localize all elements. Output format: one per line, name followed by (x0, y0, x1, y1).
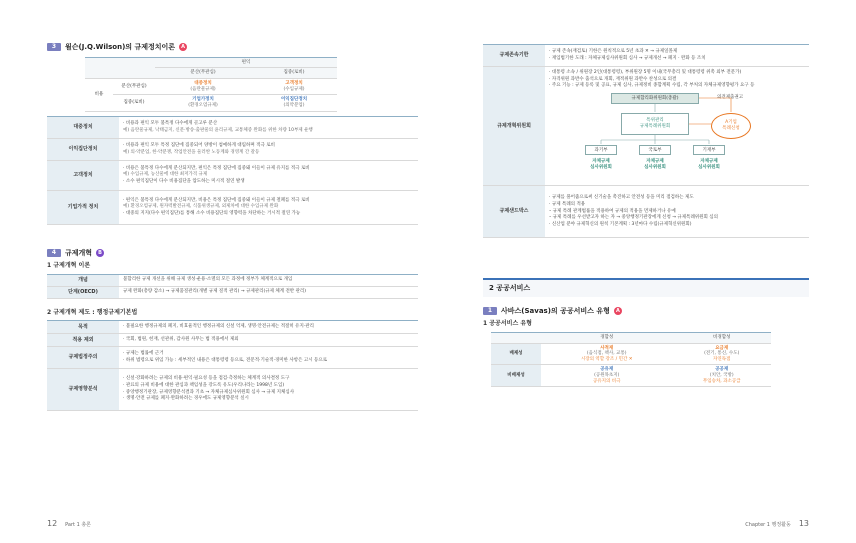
table-row: 규제샌드박스 · 규제를 풀어줌으로써 신기술을 촉진하고 안전성 등을 미리 점검하는 제도 · 규제 특례의 적용 ⁃ 규제 특례 관계법률을 적용하여 규제의 적용을 면제하거나 유예 ⁃ 규제 특례를 우선받고자 하는 자 → 중앙행정기관장에게 신청 → 규제특례위원회 심의 · 신산업 분야 규제혁신의 원칙 기본계획 : 3년마다 수립(규제혁신위원회) (483, 185, 809, 237)
section-1-heading (483, 307, 809, 316)
reform-table (47, 274, 418, 299)
table-row: 배제성 사적재 (음식점, 책사, 교통) 시장의 역할 강조 / 민간 ✕ 요금재 (전기, 통신, 수도) 자연독점 (491, 343, 771, 365)
benefit-col: 분산(무관심) (155, 68, 251, 79)
matrix-cell: 이익집단정치 (의약분업) (251, 95, 337, 111)
table-row: 목적 · 불필요한 행정규제의 폐지, 비효율적인 행정규제의 신설 억제, 생명·안전규제는 적절히 유지·관리 (47, 321, 418, 334)
ministry-box: 과기부 (585, 145, 617, 155)
importance-badge: A (614, 307, 622, 315)
table-row: 대중정치 · 비용과 편익 모두 불특정 다수에게 골고루 분산 예) 음란물규제, 낙태금지, 신문·방송·출판물의 윤리규제, 교통체증 완화를 위한 차량 10부제 운행 (47, 116, 418, 138)
table-row: 규제존속기한 · 규제 존속(재검토) 기한은 원칙적으로 5년 초과 ✕ → 규제일몰제 · 재입법기한 도래 : 자체규제심사위원회 심사 → 규제개선 → 폐지 · 완화 등 조치 (483, 45, 809, 67)
table-row: 규제법정주의 · 규제는 법률에 근거 · 하위 법령으로 위임 가능 : 세부적인 내용은 대통령령 등으로, 전문적·기술적·경미한 사항은 고시 등으로 (47, 346, 418, 368)
sub-committee-label: 자체규제 심사위원회 (698, 158, 720, 170)
top-committee-box: 규제합리화위원회(총괄) (611, 93, 699, 104)
table-row: 이익집단정치 · 비용과 편익 모두 특정 집단에 집중되어 양방이 첨예하게 대립하며 적극 로비 예) 의·약분업, 한·약분쟁, 작업안전을 둘러싼 노동계와 경영계 간 갈등 (47, 138, 418, 160)
section-title: 사바스(Savas)의 공공서비스 유형 (501, 306, 610, 315)
cost-row: 집중(로비) (113, 95, 155, 111)
special-committee-box: 특위관리 규제특례위원회 (621, 113, 689, 135)
table-row: 개념 불합리한 규제 개선을 위해 규제 생성·운용·소멸의 모든 과정에 정부가 체계적으로 개입 (47, 274, 418, 286)
importance-badge: A (179, 43, 187, 51)
system-table (47, 320, 418, 410)
table-row: 단계(OECD) 규제 완화(총량 감소) → 규제품질관리(개별 규제 질적 관리) → 규제관리(규제 체계 전반 관리) (47, 286, 418, 298)
type-heading: 1 공공서비스 유형 (483, 320, 532, 328)
politics-table (47, 116, 418, 225)
ministry-box: 국토부 (639, 145, 671, 155)
cost-header: 비용 (85, 79, 113, 112)
reform-heading: 1 규제개혁 이론 (47, 262, 91, 270)
section-4-heading (47, 249, 418, 258)
sub-committee-label: 자체규제 심사위원회 (590, 158, 612, 170)
table-row: 규제영향분석 · 신설·강화하려는 규제의 비용·편익·필요성 등을 점검·측정하는 체계적 의사결정 도구 · 관료의 규제 비용에 대한 관심과 책임성을 강도록 유도(우리나라는 1998년 도입) · 중앙행정기관장, 규제영향분석결과 기초 → 자체규제심사위원회 심사 → 규제 지체심사 · 생명·안전 규제를 폐지·완화하려는 경우에도 규제영향분석 실시 (47, 368, 418, 410)
ministry-box: 기재부 (693, 145, 725, 155)
part-label: Part 1 총론 (65, 522, 92, 528)
table-row: 고객정치 · 비용은 불특정 다수에게 분산되지만, 편익은 특정 집단에 집중돼 이들이 규제 유지를 적극 로비 예) 수입규제, 농산물에 대한 최저가격 규제 · 소수 편익집단이 다수 비용집단을 압도하는 미시적 절연 발생 (47, 160, 418, 190)
section-title: 규제개혁 (65, 248, 93, 257)
sub-committee-label: 자체규제 심사위원회 (644, 158, 666, 170)
table-row: 규제개혁위원회 · 대통령 소속 / 위원장 2인(대통령령), 부위원장 5명 이내(국무총리 및 대통령령 위촉 외부 전문가) · 자격위원 과반수 출석으로 개회, 재적위원 과반수 찬성으로 의결 · 주요 기능 : 규제 등록 및 공표, 규제 심사, 규제정비 종합계획 수립, 각 부처의 자체규제영향평가 요구 등 규제합리화위원회(총괄) 의견제출권고 특위관리 규제특례위원회 A기업 특례신청 과기부 국토부 기재부 자체규제 심사위원회 자체규제 심사위원회 자체규제 심사위원회 (483, 67, 809, 186)
savas-col: 경합성 (541, 332, 672, 343)
section-number: 3 (47, 43, 61, 51)
savas-matrix (491, 332, 771, 387)
right-page (483, 0, 809, 543)
recommend-label: 의견제출권고 (717, 94, 744, 100)
regulation-table (483, 44, 809, 238)
importance-badge: B (96, 249, 104, 257)
wilson-matrix (85, 57, 337, 112)
benefit-col: 집중(로비) (251, 68, 337, 79)
system-heading: 2 규제개혁 제도 : 행정규제기본법 (47, 308, 138, 316)
section-number: 4 (47, 249, 61, 257)
savas-col: 비경합성 (672, 332, 771, 343)
matrix-cell: 기업가정치 (환경오염규제) (155, 95, 251, 111)
company-application-oval: A기업 특례신청 (711, 113, 751, 139)
table-row: 적용 제외 · 국회, 법원, 헌재, 선관위, 감사원 사무는 법 적용에서 제외 (47, 333, 418, 346)
section-title: 윌슨(J.Q.Wilson)의 규제정치이론 (65, 43, 176, 51)
left-footer (47, 519, 91, 529)
section-3-heading (47, 43, 418, 52)
left-page (47, 0, 418, 543)
chapter-label: Chapter 1 행정활동 (745, 522, 791, 528)
cost-row: 분산(무관심) (113, 79, 155, 95)
matrix-cell: 대중정치 (음란물규제) (155, 79, 251, 95)
table-row: 비배제성 공유재 (공원목초지) 공유지의 비극 공공재 (치안, 국방) 무임승차, 과소공급 (491, 365, 771, 387)
benefit-header: 편익 (155, 57, 337, 68)
matrix-cell: 고객정치 (수입규제) (251, 79, 337, 95)
table-row: 기업가적 정치 · 편익은 불특정 다수에게 분산되지만, 비용은 특정 집단에 집중돼 이들이 규제 철폐를 적극 로비 예) 환경오염규제, 원자력발전규제, 식품위생규제, 외제차에 대한 수입규제 완화 · 대중의 지지(다수 편익집단)를 통해 소수 비용집단의 영향력을 차단하는 거시적 절연 가능 (47, 190, 418, 224)
right-footer (745, 519, 809, 529)
commission-diagram (549, 90, 805, 182)
page-number: 12 (47, 519, 58, 528)
page-number: 13 (798, 519, 809, 528)
part-2-header: 2 공공서비스 (483, 278, 809, 297)
section-number: 1 (483, 307, 497, 315)
